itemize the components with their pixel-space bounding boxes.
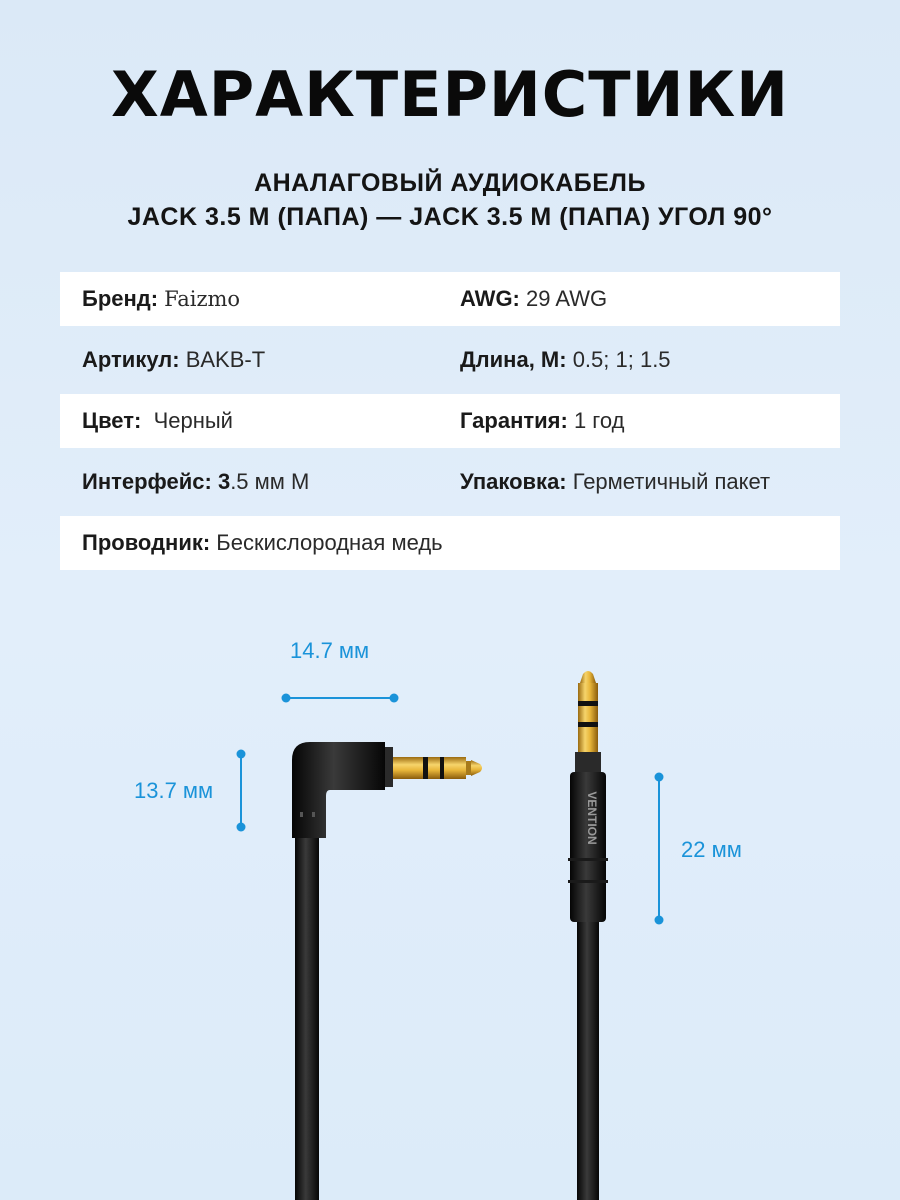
dimension-width-marker — [282, 694, 399, 703]
spec-value: Бескислородная медь — [210, 530, 443, 555]
dimension-length-marker — [655, 773, 664, 925]
spec-value: BAKB-T — [179, 347, 266, 372]
spec-key: Бренд: — [82, 286, 159, 311]
spec-value: 29 AWG — [519, 286, 608, 311]
dimension-length-label: 22 мм — [681, 837, 742, 862]
spec-key: Артикул: — [82, 347, 180, 372]
spec-value: Герметичный пакет — [566, 469, 771, 494]
straight-connector — [568, 671, 608, 1200]
angled-connector — [292, 742, 482, 1200]
spec-key: AWG: — [460, 286, 520, 311]
spec-value: Faizmo — [164, 287, 241, 311]
spec-value: Черный — [141, 408, 233, 433]
spec-key: Длина, M: — [460, 347, 567, 372]
spec-key: Упаковка: — [460, 469, 567, 494]
spec-key: Интерфейс: 3 — [82, 469, 231, 494]
vention-logo: VENTION — [585, 791, 599, 845]
spec-value: .5 мм М — [230, 469, 310, 494]
subtitle-line-2: JACK 3.5 M (ПАПА) — JACK 3.5 M (ПАПА) УГОЛ 90° — [127, 203, 773, 231]
spec-key: Цвет: — [82, 408, 142, 433]
spec-key: Гарантия: — [460, 408, 568, 433]
dimension-width-label: 14.7 мм — [290, 638, 370, 663]
subtitle-line-1: АНАЛАГОВЫЙ АУДИОКАБЕЛЬ — [254, 169, 646, 197]
spec-value: 1 год — [567, 408, 625, 433]
spec-key: Проводник: — [82, 530, 211, 555]
page-title: ХАРАКТЕРИСТИКИ — [110, 58, 790, 131]
dimension-height-marker — [237, 750, 246, 832]
dimension-height-label: 13.7 мм — [134, 778, 214, 803]
spec-value: 0.5; 1; 1.5 — [566, 347, 671, 372]
